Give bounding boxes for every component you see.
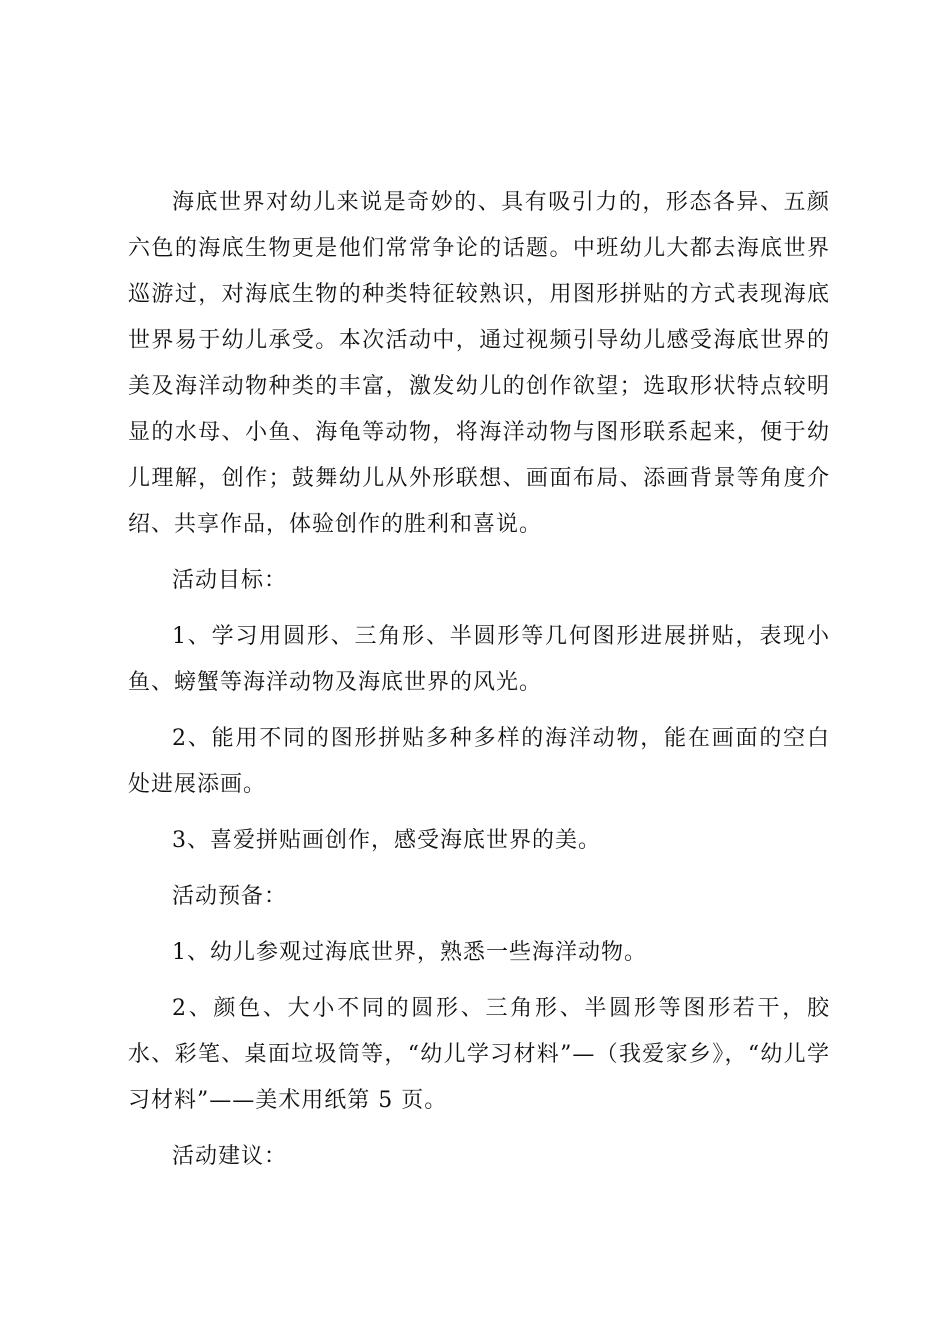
preparation-item-1: 1、幼儿参观过海底世界，熟悉一些海洋动物。 xyxy=(172,940,647,965)
preparation-item-2: 2、颜色、大小不同的圆形、三角形、半圆形等图形若干，胶水、彩笔、桌面垃圾筒等，“幼儿学习材料”—（我爱家乡》，“幼儿学习材料”——美术用纸第 5 页。 xyxy=(128,996,830,1113)
intro-paragraph: 海底世界对幼儿来说是奇妙的、具有吸引力的，形态各异、五颜六色的海底生物更是他们常常争论的话题。中班幼儿大都去海底世界巡游过，对海底生物的种类特征较熟识，用图形拼贴的方式表现海底世界易于幼儿承受。本次活动中，通过视频引导幼儿感受海底世界的美及海洋动物种类的丰富，激发幼儿的创作欲望；选取形状特点较明显的水母、小鱼、海龟等动物，将海洋动物与图形联系起来，便于幼儿理解，创作；鼓舞幼儿从外形联想、画面布局、添画背景等角度介绍、共享作品，体验创作的胜利和喜说。 xyxy=(128,190,830,537)
goal-item-1: 1、学习用圆形、三角形、半圆形等几何图形进展拼贴，表现小鱼、螃蟹等海洋动物及海底世界的风光。 xyxy=(128,624,830,695)
section-heading-goals: 活动目标： xyxy=(172,568,288,593)
document-body xyxy=(128,180,830,1190)
section-heading-suggestions: 活动建议： xyxy=(172,1144,288,1169)
section-heading-preparation: 活动预备： xyxy=(172,884,288,909)
goal-item-2: 2、能用不同的图形拼贴多种多样的海洋动物，能在画面的空白处进展添画。 xyxy=(128,726,830,797)
goal-item-3: 3、喜爱拼贴画创作，感受海底世界的美。 xyxy=(172,828,601,853)
